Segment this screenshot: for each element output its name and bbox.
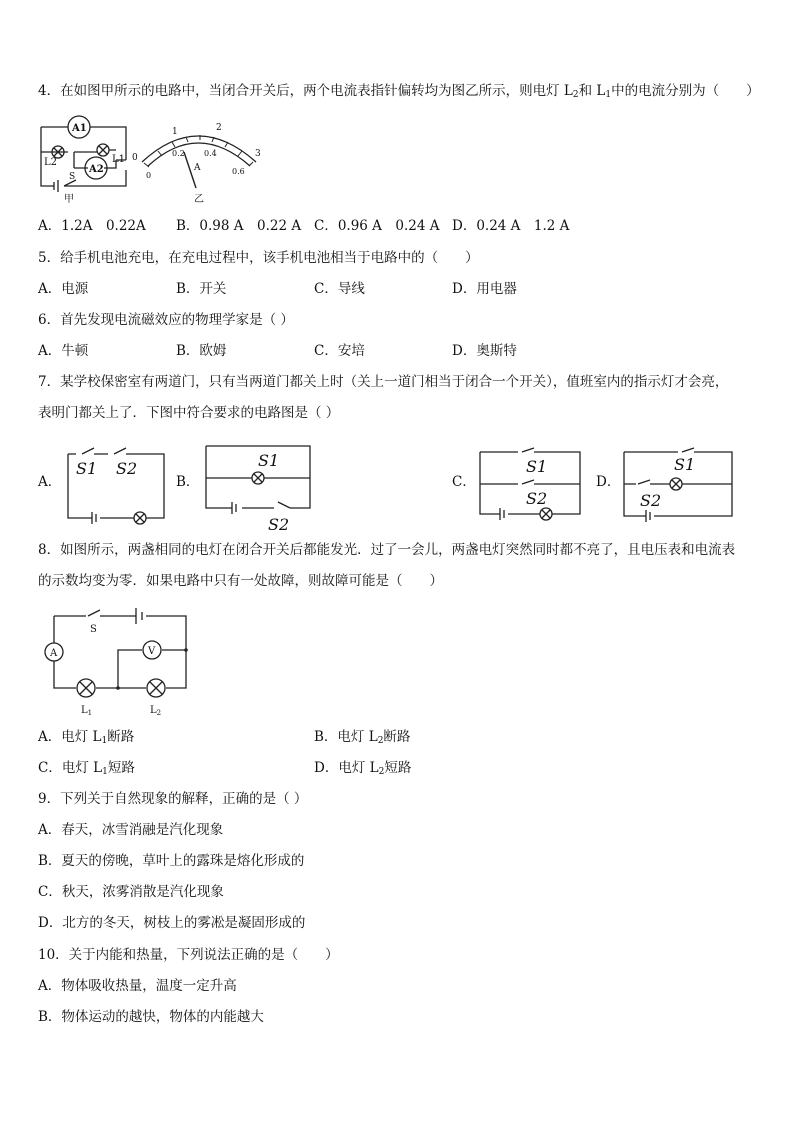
q5-option-a[interactable]: A．电源	[38, 281, 89, 297]
l1-label: L1	[112, 154, 126, 165]
q5-option-d[interactable]: D．用电器	[452, 281, 517, 297]
q7-circuit-d	[622, 448, 736, 524]
q6-option-c[interactable]: C．安培	[314, 343, 365, 359]
s2-label-a: S2	[116, 459, 138, 478]
q7-option-b-label[interactable]: B．	[176, 474, 200, 490]
q9-option-a[interactable]: A．春天，冰雪消融是汽化现象	[38, 822, 224, 838]
q10-stem: 10．关于内能和热量，下列说法正确的是（ ）	[38, 947, 339, 963]
q7-circuit-b	[202, 442, 314, 532]
jia-caption: 甲	[64, 194, 74, 205]
q8-s-label: S	[90, 624, 97, 635]
q5-stem: 5．给手机电池充电，在充电过程中，该手机电池相当于电路中的（ ）	[38, 250, 479, 266]
q4-stem: 4．在如图甲所示的电路中，当闭合开关后，两个电流表指针偏转均为图乙所示，则电灯 $L_2$和 $L_1$中的电流分别为（ ）	[38, 83, 760, 100]
q4-circuit-jia	[36, 112, 132, 204]
q8-option-c[interactable]: C．电灯 $L_1$短路	[38, 760, 135, 777]
q6-option-a[interactable]: A．牛顿	[38, 343, 89, 359]
s1-label-d: S1	[674, 455, 696, 474]
q9-option-b[interactable]: B．夏天的傍晚，草叶上的露珠是熔化形成的	[38, 853, 305, 869]
s1-label-b: S1	[258, 451, 280, 470]
tick-upper-1: 1	[172, 127, 178, 137]
q10-option-a[interactable]: A．物体吸收热量，温度一定升高	[38, 978, 237, 994]
q4-ammeter-yi	[134, 116, 264, 208]
q9-option-d[interactable]: D．北方的冬天，树枝上的雾凇是凝固形成的	[38, 915, 306, 931]
l2-label: L2	[44, 157, 58, 168]
s1-label-a: S1	[76, 459, 98, 478]
s2-label-b: S2	[268, 515, 290, 534]
q8-option-d[interactable]: D．电灯 $L_2$短路	[314, 760, 412, 777]
q4-option-b[interactable]: B．0.98 A 0.22 A	[176, 218, 302, 234]
yi-caption: 乙	[194, 194, 204, 205]
tick-upper-3: 3	[255, 149, 261, 159]
q8-option-b[interactable]: B．电灯 $L_2$断路	[314, 729, 411, 746]
q4-option-c[interactable]: C．0.96 A 0.24 A	[314, 218, 440, 234]
tick-lower-1: 0.2	[172, 149, 185, 158]
q7-stem-line2: 表明门都关上了．下图中符合要求的电路图是（ ）	[38, 405, 340, 421]
q7-circuit-a	[64, 444, 168, 526]
q8-option-a[interactable]: A．电灯 $L_1$断路	[38, 729, 135, 746]
q9-stem: 9．下列关于自然现象的解释，正确的是（ ）	[38, 791, 308, 807]
q8-stem-line2: 的示数均变为零．如果电路中只有一处故障，则故障可能是（ ）	[38, 573, 443, 589]
q7-option-c-label[interactable]: C．	[452, 474, 476, 490]
tick-upper-0: 0	[132, 153, 138, 163]
q6-stem: 6．首先发现电流磁效应的物理学家是（ ）	[38, 312, 294, 328]
q7-circuit-c	[478, 448, 584, 524]
unit-label: A	[194, 163, 201, 173]
a1-label: A1	[72, 123, 87, 134]
s-label: S	[69, 172, 76, 182]
tick-lower-2: 0.4	[204, 149, 217, 158]
q5-option-b[interactable]: B．开关	[176, 281, 227, 297]
q8-circuit	[40, 602, 196, 718]
q7-stem-line1: 7．某学校保密室有两道门，只有当两道门都关上时（关上一道门相当于闭合一个开关），值班室内的指示灯才会亮，	[38, 374, 729, 390]
q5-option-c[interactable]: C．导线	[314, 281, 365, 297]
q6-option-d[interactable]: D．奥斯特	[452, 343, 517, 359]
q8-v-label: V	[148, 646, 156, 657]
q7-option-a-label[interactable]: A．	[38, 474, 62, 490]
q4-option-a[interactable]: A．1.2A 0.22A	[38, 218, 146, 234]
q4-option-d[interactable]: D．0.24 A 1.2 A	[452, 218, 570, 234]
q8-stem-line1: 8．如图所示，两盏相同的电灯在闭合开关后都能发光．过了一会儿，两盏电灯突然同时都不亮了，且电压表和电流表	[38, 542, 736, 558]
tick-lower-0: 0	[146, 171, 152, 180]
q7-option-d-label[interactable]: D．	[596, 474, 621, 490]
q8-l1-label: $L_1$	[81, 705, 93, 717]
q8-a-label: A	[50, 648, 58, 659]
q10-option-b[interactable]: B．物体运动的越快，物体的内能越大	[38, 1009, 264, 1025]
tick-upper-2: 2	[216, 123, 222, 133]
q6-option-b[interactable]: B．欧姆	[176, 343, 227, 359]
a2-label: A2	[89, 164, 104, 175]
q9-option-c[interactable]: C．秋天，浓雾消散是汽化现象	[38, 884, 224, 900]
q8-l2-label: $L_2$	[150, 705, 162, 717]
tick-lower-3: 0.6	[232, 167, 245, 176]
s1-label-c: S1	[526, 457, 548, 476]
s2-label-d: S2	[640, 491, 662, 510]
s2-label-c: S2	[526, 489, 548, 508]
